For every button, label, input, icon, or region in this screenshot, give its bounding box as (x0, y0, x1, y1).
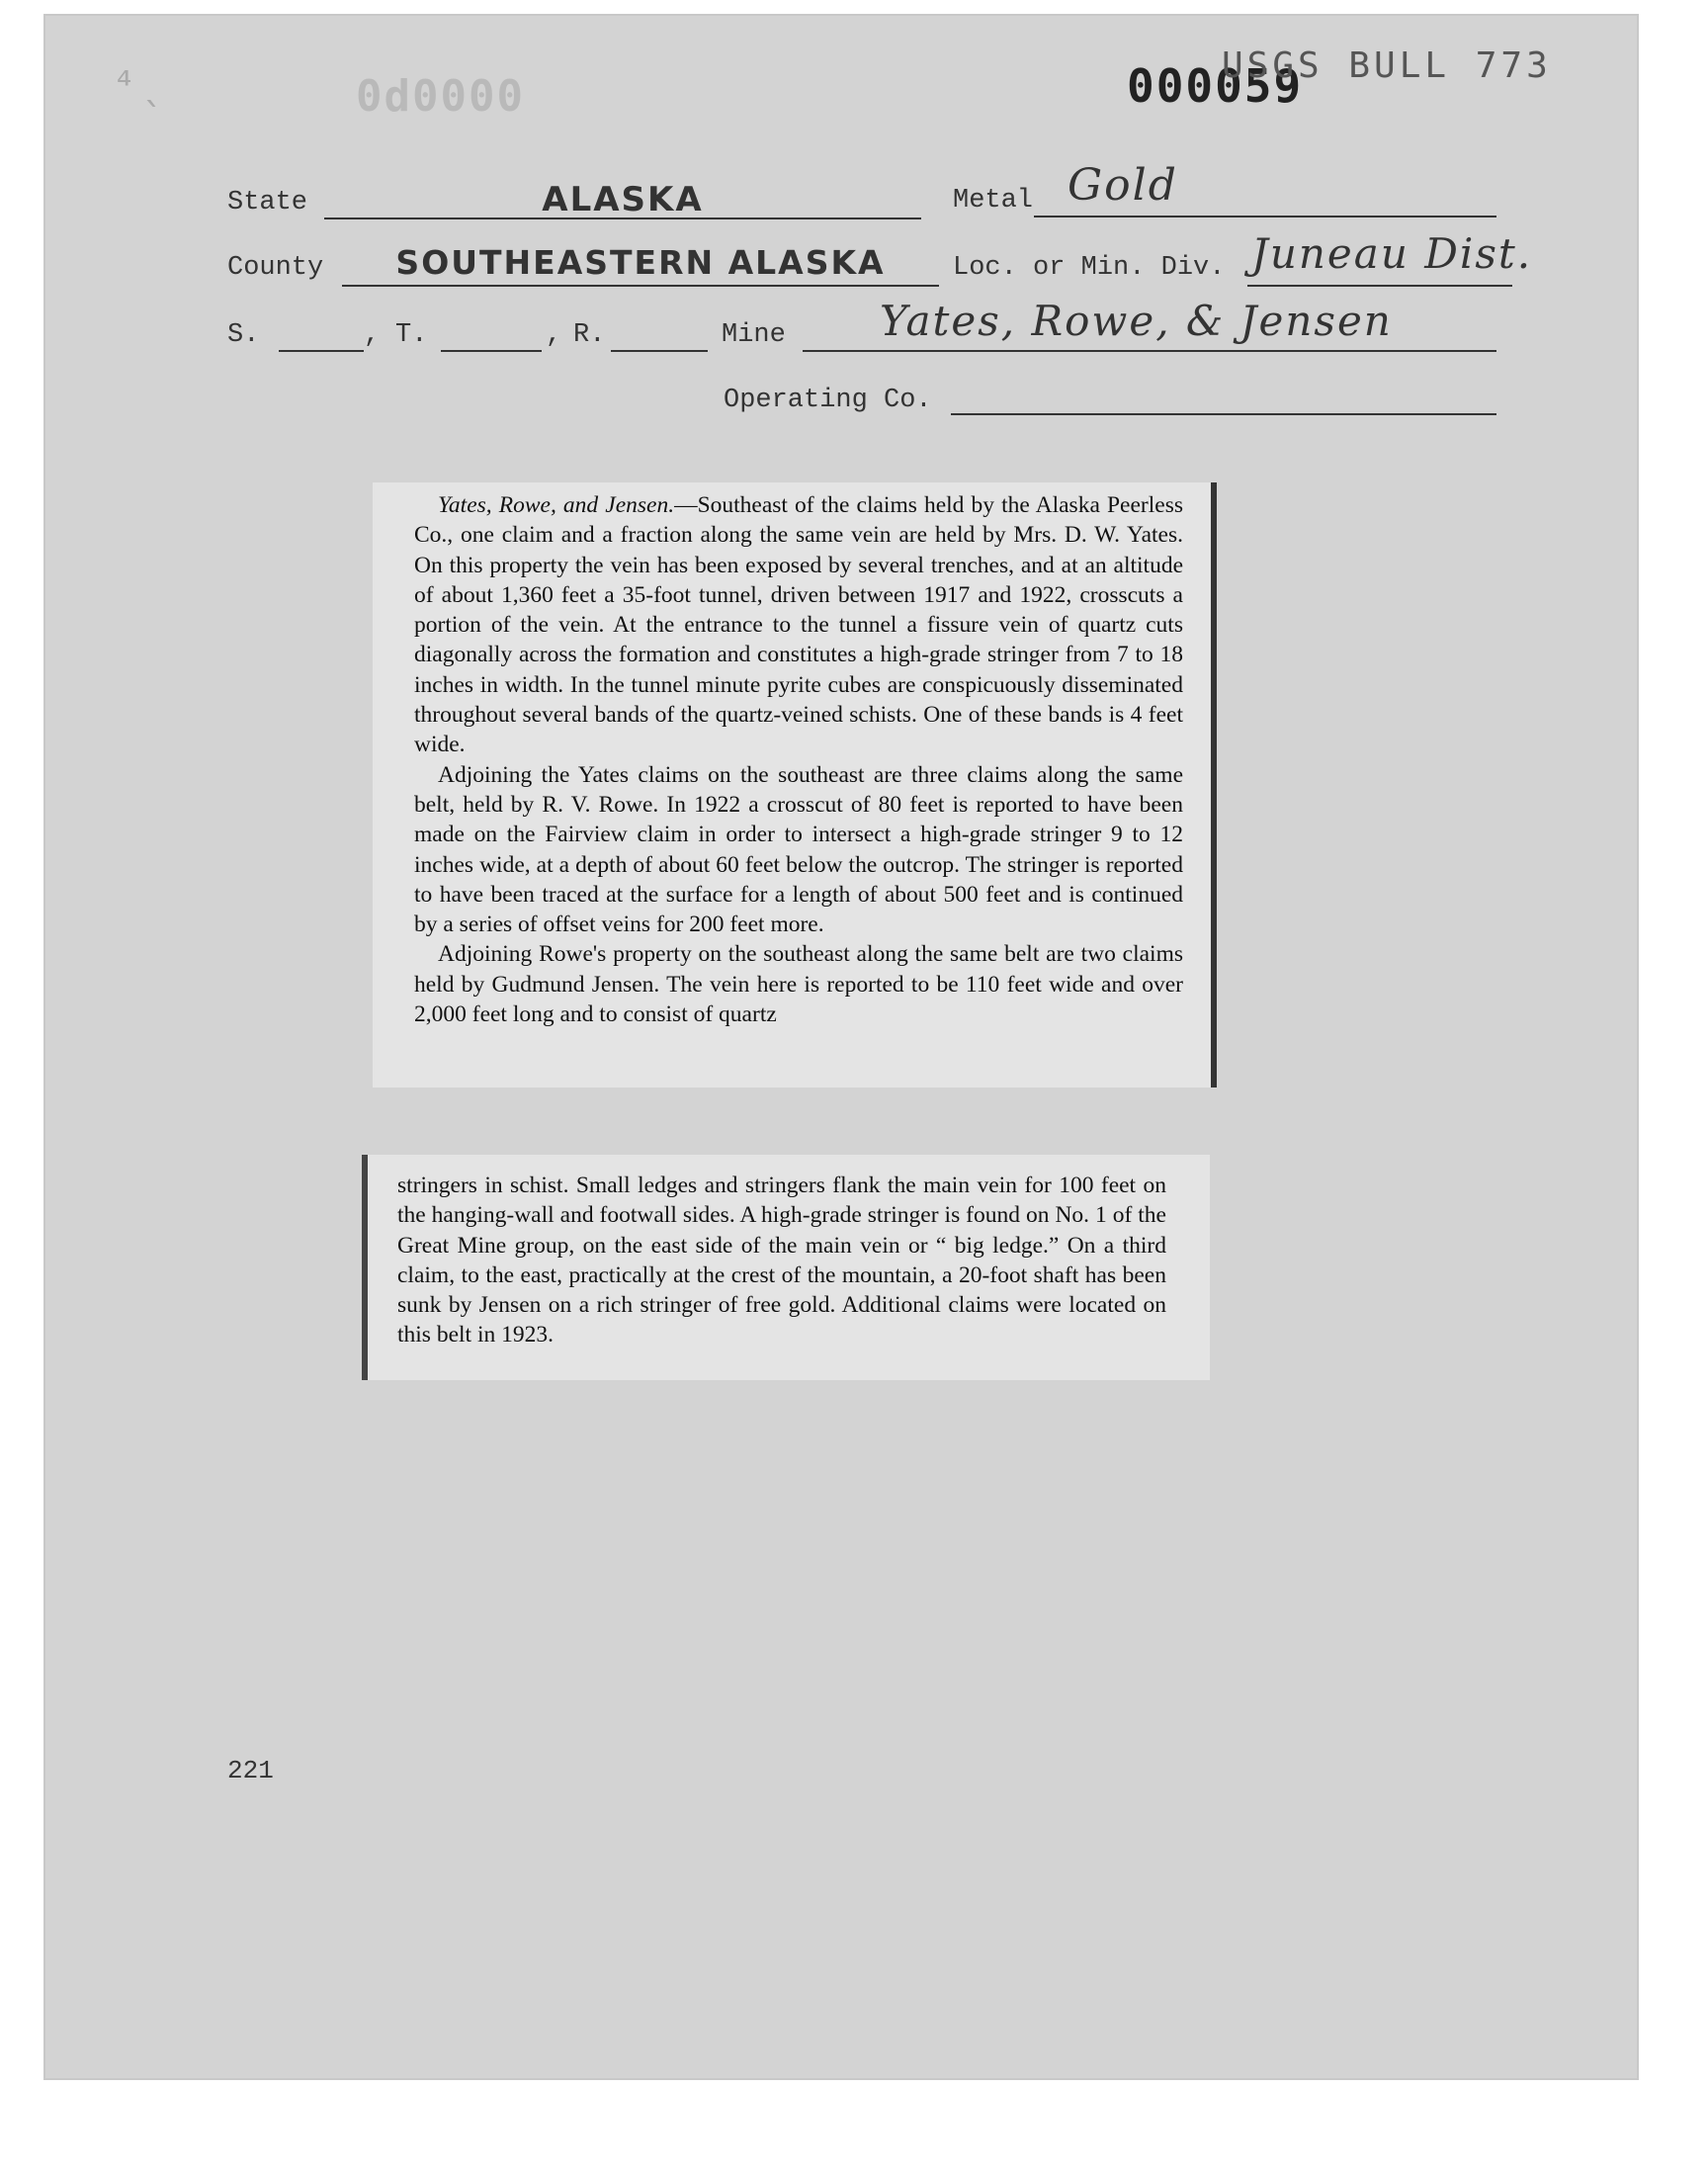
faded-stamp-number: 0d0000 (356, 71, 525, 122)
state-value: ALASKA (542, 180, 704, 219)
township-underline (441, 350, 542, 352)
metal-value: Gold (1068, 160, 1178, 211)
text-clipping-1 (373, 482, 1217, 1088)
clipping-1-paragraph-3: Adjoining Rowe's property on the southeast along the same belt are two claims held by Gudmund Jensen. The vein here is reported to be 110 feet wide and over 2,000 feet long and to consist of quartz (414, 941, 1183, 1028)
township-label: T. (395, 320, 428, 350)
section-label: S. (227, 320, 260, 350)
operating-co-label: Operating Co. (724, 386, 932, 415)
loc-value: Juneau Dist. (1251, 229, 1533, 278)
county-label: County (227, 253, 324, 283)
county-underline (342, 285, 939, 287)
county-value: SOUTHEASTERN ALASKA (395, 243, 886, 282)
mine-underline (803, 350, 1496, 352)
range-label: R. (573, 320, 606, 350)
operating-co-underline (951, 413, 1496, 415)
loc-underline (1247, 285, 1512, 287)
clipping-1-paragraph-1-text: —Southeast of the claims held by the Alaska Peerless Co., one claim and a fraction along the same vein are held by Mrs. D. W. Yates. On this property the vein has been exposed by several trenches, and at an altitude of about 1,360 feet a 35-foot tunnel, driven between 1917 and 1922, crosscuts a portion of the vein. At the entrance to the tunnel a fissure vein of quartz cuts diagonally across the formation and constitutes a high-grade stringer from 7 to 18 inches in width. In the tunnel minute pyrite cubes are conspicuously disseminated throughout several bands of the quartz-veined schists. One of these bands is 4 feet wide. (414, 492, 1183, 758)
clipping-1-title: Yates, Rowe, and Jensen. (438, 492, 675, 518)
series-stamp: USGS BULL 773 (1222, 45, 1552, 86)
state-label: State (227, 188, 308, 218)
mine-value: Yates, Rowe, & Jensen (880, 297, 1393, 345)
text-clipping-2 (362, 1155, 1210, 1380)
loc-label: Loc. or Min. Div. (953, 253, 1226, 283)
metal-underline (1034, 216, 1496, 218)
mine-label: Mine (722, 320, 786, 350)
metal-label: Metal (953, 186, 1034, 216)
clipping-2-paragraph: stringers in schist. Small ledges and stringers flank the main vein for 100 feet on the hanging-wall and footwall sides. A high-grade stringer is found on No. 1 of the Great Mine group, on the east side of the main vein or “ big ledge.” On a third claim, to the east, practically at the crest of the mountain, a 20-foot shaft has been sunk by Jensen on a rich stringer of free gold. Additional claims were located on this belt in 1923. (397, 1173, 1166, 1348)
page-number: 221 (227, 1756, 274, 1785)
range-underline (611, 350, 708, 352)
clipping-1-paragraph-2: Adjoining the Yates claims on the southeast are three claims along the same belt, held by R. V. Rowe. In 1922 a crosscut of 80 feet is reported to have been made on the Fairview claim in order to intersect a high-grade stringer 9 to 12 inches wide, at a depth of about 60 feet below the outcrop. The stringer is reported to have been traced at the surface for a length of about 500 feet and is continued by a series of offset veins for 200 feet more. (414, 761, 1183, 938)
corner-mark: ⁴ ˎ (117, 63, 163, 107)
section-underline (279, 350, 364, 352)
clipping-1-paragraph-1 (414, 490, 1183, 760)
serial-number-stamp: 000059 (1127, 59, 1304, 113)
